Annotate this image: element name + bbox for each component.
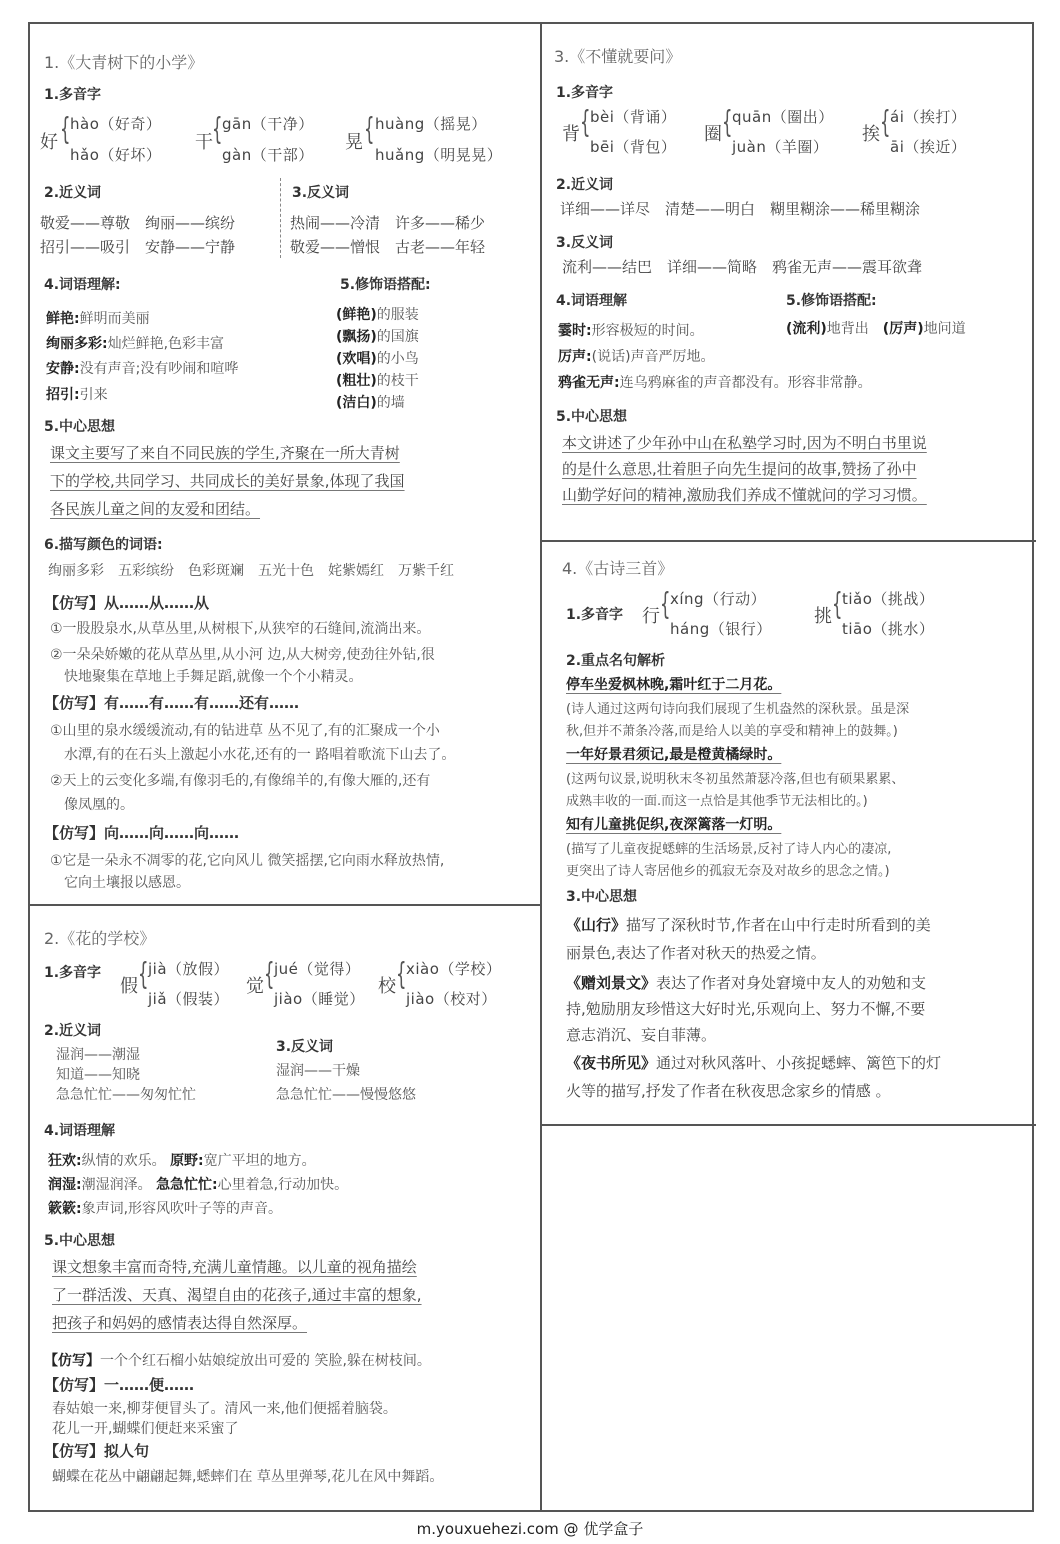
heading-synonyms: 2.近义词 <box>44 1023 102 1039</box>
main-idea-line: 山勤学好问的精神,激励我们养成不懂就问的学习习惯。 <box>562 486 927 504</box>
poly-char: 行 <box>642 606 660 627</box>
heading-word-meaning: 4.词语理解: <box>44 277 121 293</box>
imitation-heading: 【仿写】从……从……从 <box>44 594 210 612</box>
modifier-entry: (流利)地背出 (厉声)地问道 <box>786 321 966 337</box>
section-1 <box>0 0 540 900</box>
pinyin-reading: juàn（羊圈） <box>732 138 829 156</box>
main-idea-line: 的是什么意思,壮着胆子向先生提问的故事,赞扬了孙中 <box>562 460 917 478</box>
brace-icon: { <box>212 112 223 147</box>
footer-source: m.youxuehezi.com @ 优学盒子 <box>416 1520 644 1538</box>
brace-icon: { <box>396 957 407 992</box>
brace-icon: { <box>832 587 843 622</box>
imitation-sentence: ②天上的云变化多端,有像羽毛的,有像绵羊的,有像大雁的,还有 <box>50 773 431 789</box>
pinyin-reading: huǎng（明晃晃） <box>375 146 503 164</box>
imitation-sentence: ①一股股泉水,从草丛里,从树根下,从狭窄的石缝间,流淌出来。 <box>50 621 431 637</box>
pinyin-reading: tiāo（挑水） <box>842 620 935 638</box>
main-idea-line: 课文主要写了来自不同民族的学生,齐聚在一所大青树 <box>50 444 400 462</box>
heading-modifiers: 5.修饰语搭配: <box>786 293 877 309</box>
poem-line: 一年好景君须记,最是橙黄橘绿时。 <box>566 747 782 763</box>
brace-icon: { <box>138 957 149 992</box>
brace-icon: { <box>722 105 733 140</box>
pinyin-reading: ái（挨打） <box>890 108 967 126</box>
main-idea-line: 把孩子和妈妈的感情表达得自然深厚。 <box>52 1314 308 1332</box>
word-entry: 狂欢:纵情的欢乐。 原野:宽广平坦的地方。 <box>48 1153 316 1169</box>
brace-icon: { <box>364 112 375 147</box>
poly-char: 圈 <box>704 124 722 145</box>
section-title: 4.《古诗三首》 <box>562 559 674 578</box>
heading-word-meaning: 4.词语理解 <box>44 1123 116 1139</box>
brace-icon: { <box>60 112 71 147</box>
heading-polyphone: 1.多音字 <box>44 965 102 981</box>
word-entry: 润湿:潮湿润泽。 急急忙忙:心里着急,行动加快。 <box>48 1177 349 1193</box>
main-idea-line: 下的学校,共同学习、共同成长的美好景象,体现了我国 <box>50 472 405 490</box>
heading-polyphone: 1.多音字 <box>44 87 102 103</box>
pinyin-reading: xiào（学校） <box>406 960 502 978</box>
word-entry: 簌簌:象声词,形容风吹叶子等的声音。 <box>48 1201 283 1217</box>
imitation-sentence: 像凤凰的。 <box>64 797 134 813</box>
brace-icon: { <box>660 587 671 622</box>
word-entry: 鲜艳:鲜明而美丽 <box>46 311 150 327</box>
pinyin-reading: háng（银行） <box>670 620 772 638</box>
heading-polyphone: 1.多音字 <box>556 85 614 101</box>
poly-char: 挨 <box>862 124 880 145</box>
synonym-line: 详细——详尽 清楚——明白 糊里糊涂——稀里糊涂 <box>560 200 921 218</box>
pinyin-reading: jiǎ（假装） <box>148 990 230 1008</box>
poem-line: 知有儿童挑促织,夜深篱落一灯明。 <box>566 817 782 833</box>
pinyin-reading: quān（圈出） <box>732 108 834 126</box>
imitation-sentence: 快地聚集在草地上手舞足蹈,就像一个个小精灵。 <box>64 669 363 685</box>
antonym-line: 敬爱——憎恨 古老——年轻 <box>290 238 486 256</box>
main-idea-line: 火等的描写,抒发了作者在秋夜思念家乡的情感 。 <box>566 1082 891 1100</box>
imitation-sentence: 水潭,有的在石头上激起小水花,还有的一 路唱着歌流下山去了。 <box>64 747 456 763</box>
heading-polyphone: 1.多音字 <box>566 607 624 623</box>
heading-main-idea: 5.中心思想 <box>44 419 116 435</box>
main-idea-line: 本文讲述了少年孙中山在私塾学习时,因为不明白书里说 <box>562 434 927 452</box>
pinyin-reading: xíng（行动） <box>670 590 767 608</box>
imitation-sentence: 它向土壤报以感恩。 <box>64 875 190 891</box>
main-idea-line: 丽景色,表达了作者对秋天的热爱之情。 <box>566 944 826 962</box>
section-3 <box>540 22 1034 538</box>
heading-key-lines: 2.重点名句解析 <box>566 653 666 669</box>
poem-explanation: (这两句议景,说明秋末冬初虽然萧瑟冷落,但也有硕果累累、 <box>566 772 905 787</box>
poly-char: 校 <box>378 976 396 997</box>
main-idea-line: 意志消沉、妄自菲薄。 <box>566 1026 717 1044</box>
main-idea-line: 持,勉励朋友珍惜这大好时光,乐观向上、努力不懈,不要 <box>566 1000 926 1018</box>
main-idea-line: 课文想象丰富而奇特,充满儿童情趣。以儿童的视角描绘 <box>52 1258 417 1276</box>
word-entry: 绚丽多彩:灿烂鲜艳,色彩丰富 <box>46 336 225 352</box>
pinyin-reading: tiǎo（挑战） <box>842 590 935 608</box>
poly-char: 好 <box>40 132 58 153</box>
main-idea-line: 了一群活泼、天真、渴望自由的花孩子,通过丰富的想象, <box>52 1286 422 1304</box>
antonym-line: 流利——结巴 详细——简略 鸦雀无声——震耳欲聋 <box>562 258 923 276</box>
antonym-line: 湿润——干燥 <box>276 1063 360 1079</box>
pinyin-reading: jiào（睡觉） <box>274 990 365 1008</box>
main-idea-line: 各民族儿童之间的友爱和团结。 <box>50 500 261 518</box>
pinyin-reading: āi（挨近） <box>890 138 967 156</box>
poly-char: 晃 <box>345 132 363 153</box>
pinyin-reading: bèi（背诵） <box>590 108 677 126</box>
word-entry: 安静:没有声音;没有吵闹和喧哗 <box>46 361 239 377</box>
synonym-line: 敬爱——尊敬 绚丽——缤纷 <box>40 214 236 232</box>
pinyin-reading: huàng（摇晃） <box>375 115 487 133</box>
poem-explanation: 秋,但并不萧条冷落,而是给人以美的享受和精神上的鼓舞。) <box>566 724 898 739</box>
synonym-line: 急急忙忙——匆匆忙忙 <box>56 1087 196 1103</box>
heading-main-idea: 3.中心思想 <box>566 889 638 905</box>
imitation-sentence: ②一朵朵娇嫩的花从草丛里,从小河 边,从大树旁,使劲往外钻,很 <box>50 647 435 663</box>
word-entry: 鸦雀无声:连乌鸦麻雀的声音都没有。形容非常静。 <box>558 375 872 391</box>
pinyin-reading: jiào（校对） <box>406 990 497 1008</box>
heading-antonyms: 3.反义词 <box>276 1039 334 1055</box>
poly-char: 觉 <box>246 976 264 997</box>
section-2 <box>0 900 540 1510</box>
pinyin-reading: gān（干净） <box>222 115 314 133</box>
modifier-entry: (粗壮)的枝干 <box>336 373 419 389</box>
brace-icon: { <box>580 105 591 140</box>
section-divider-right-2 <box>540 1124 1036 1126</box>
synonym-line: 知道——知晓 <box>56 1067 140 1083</box>
main-idea-line: 《夜书所见》通过对秋风落叶、小孩捉蟋蟀、篱笆下的灯 <box>566 1054 942 1072</box>
word-entry: 厉声:(说话)声音严厉地。 <box>558 349 715 365</box>
imitation-heading: 【仿写】拟人句 <box>44 1442 150 1460</box>
imitation-heading: 【仿写】一……便…… <box>44 1376 195 1394</box>
section-title: 1.《大青树下的小学》 <box>44 53 204 72</box>
heading-antonyms: 3.反义词 <box>556 235 614 251</box>
heading-antonyms: 3.反义词 <box>292 185 350 201</box>
modifier-entry: (飘扬)的国旗 <box>336 329 419 345</box>
synonym-line: 招引——吸引 安静——宁静 <box>40 238 236 256</box>
antonym-line: 热闹——冷清 许多——稀少 <box>290 214 486 232</box>
imitation-sentence: ①山里的泉水缓缓流动,有的钻进草 丛不见了,有的汇聚成一个小 <box>50 723 440 739</box>
antonym-line: 急急忙忙——慢慢悠悠 <box>276 1087 416 1103</box>
brace-icon: { <box>264 957 275 992</box>
heading-main-idea: 5.中心思想 <box>556 409 628 425</box>
synonym-line: 湿润——潮湿 <box>56 1047 140 1063</box>
section-title: 2.《花的学校》 <box>44 929 156 948</box>
heading-synonyms: 2.近义词 <box>556 177 614 193</box>
pinyin-reading: gàn（干部） <box>222 146 314 164</box>
heading-color-words: 6.描写颜色的词语: <box>44 537 163 553</box>
main-idea-line: 《山行》描写了深秋时节,作者在山中行走时所看到的美 <box>566 916 931 934</box>
modifier-entry: (欢唱)的小鸟 <box>336 351 419 367</box>
section-4 <box>540 540 1034 1120</box>
poly-char: 假 <box>120 976 138 997</box>
heading-modifiers: 5.修饰语搭配: <box>340 277 431 293</box>
pinyin-reading: bēi（背包） <box>590 138 677 156</box>
poem-explanation: 成熟丰收的一面.而这一点恰是其他季节无法相比的。) <box>566 794 868 809</box>
imitation-sentence: 春姑娘一来,柳芽便冒头了。清风一来,他们便摇着脑袋。 <box>52 1401 397 1417</box>
poem-explanation: (诗人通过这两句诗向我们展现了生机盎然的深秋景。虽是深 <box>566 702 910 717</box>
heading-synonyms: 2.近义词 <box>44 185 102 201</box>
modifier-entry: (鲜艳)的服装 <box>336 307 419 323</box>
imitation-sentence: 花儿一开,蝴蝶们便赶来采蜜了 <box>52 1421 239 1437</box>
dashed-divider <box>280 178 281 258</box>
color-words: 绚丽多彩 五彩缤纷 色彩斑斓 五光十色 姹紫嫣红 万紫千红 <box>48 563 454 579</box>
word-entry: 招引:引来 <box>46 387 108 403</box>
word-entry: 霎时:形容极短的时间。 <box>558 323 704 339</box>
heading-main-idea: 5.中心思想 <box>44 1233 116 1249</box>
pinyin-reading: jué（觉得） <box>274 960 361 978</box>
pinyin-reading: hǎo（好坏） <box>70 146 162 164</box>
main-idea-line: 《赠刘景文》表达了作者对身处窘境中友人的劝勉和支 <box>566 974 927 992</box>
pinyin-reading: jià（放假） <box>148 960 230 978</box>
imitation-heading: 【仿写】向……向……向…… <box>44 824 240 842</box>
poem-explanation: (描写了儿童夜捉蟋蟀的生活场景,反衬了诗人内心的凄凉, <box>566 842 892 857</box>
imitation-sentence: ①它是一朵永不凋零的花,它向风儿 微笑摇摆,它向雨水释放热情, <box>50 853 445 869</box>
imitation-heading: 【仿写】有……有……有……还有…… <box>44 694 300 712</box>
imitation-entry: 【仿写】一个个红石榴小姑娘绽放出可爱的 笑脸,躲在树枝间。 <box>44 1353 431 1369</box>
poem-explanation: 更突出了诗人寄居他乡的孤寂无奈及对故乡的思念之情。) <box>566 864 890 879</box>
poly-char: 背 <box>562 124 580 145</box>
heading-word-meaning: 4.词语理解 <box>556 293 628 309</box>
poly-char: 干 <box>195 132 213 153</box>
pinyin-reading: hào（好奇） <box>70 115 162 133</box>
poly-char: 挑 <box>814 606 832 627</box>
brace-icon: { <box>880 105 891 140</box>
imitation-sentence: 蝴蝶在花丛中翩翩起舞,蟋蟀们在 草丛里弹琴,花儿在风中舞蹈。 <box>52 1469 444 1485</box>
section-title: 3.《不懂就要问》 <box>554 47 682 66</box>
poem-line: 停车坐爱枫林晚,霜叶红于二月花。 <box>566 677 782 693</box>
modifier-entry: (洁白)的墙 <box>336 395 405 411</box>
